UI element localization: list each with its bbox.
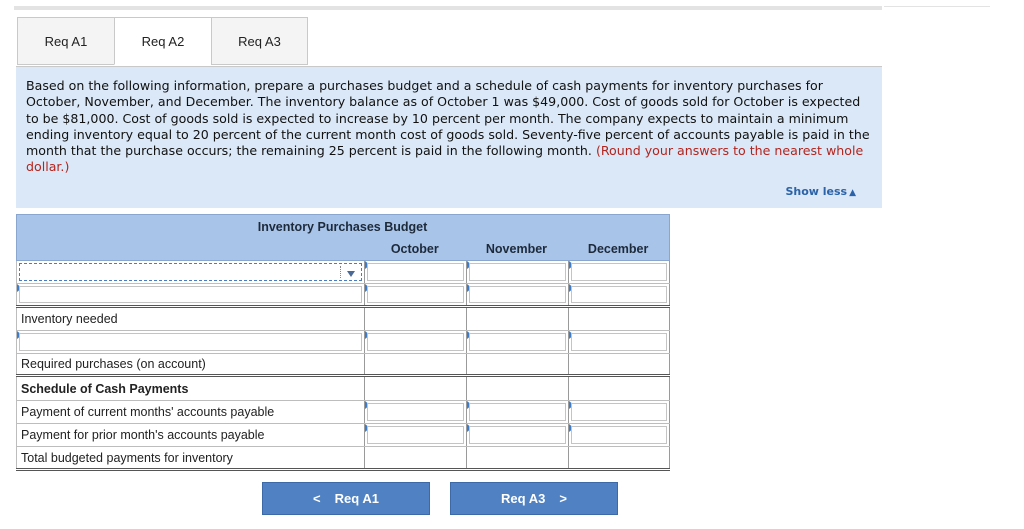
- value-dec-r9: [568, 447, 670, 467]
- row-label-prior-payments: Payment for prior month's accounts payable: [16, 424, 364, 446]
- label-dropdown[interactable]: [19, 263, 362, 281]
- input-oct-r7[interactable]: [364, 401, 466, 423]
- table-row: [16, 354, 670, 377]
- input-dec-r4[interactable]: [568, 331, 670, 353]
- row-label-schedule-heading: Schedule of Cash Payments: [16, 377, 364, 399]
- input-box[interactable]: [571, 286, 667, 302]
- instructions-body: Based on the following information, prepare a purchases budget and a schedule of cash payments for inventory purchases for October, November, and December. The inventory balance as of October 1 was $49,000. Cost of goods sold for October is expected to be $81,000. Cost of goods sold is expected to increase by 10 percent per month. The company expects to maintain a minimum ending inventory equal to 20 percent of the current month cost of goods sold. Seventy-five percent of accounts payable is paid in the month that the purchase occurs; the remaining 25 percent is paid in the following month.: [26, 78, 870, 159]
- input-dec-r8[interactable]: [568, 424, 670, 446]
- input-box[interactable]: [367, 286, 464, 302]
- input-box[interactable]: [367, 426, 464, 444]
- show-less-link[interactable]: [785, 185, 856, 198]
- input-nov-r1[interactable]: [466, 261, 568, 283]
- row-label-select[interactable]: [16, 261, 364, 283]
- top-divider-thin: [884, 6, 990, 7]
- instructions-panel: [16, 66, 882, 208]
- next-requirement-button[interactable]: [450, 482, 618, 515]
- prev-requirement-button[interactable]: [262, 482, 430, 515]
- input-nov-r7[interactable]: [466, 401, 568, 423]
- rounding-note: (Round your answers to the nearest whole dollar.): [26, 143, 864, 175]
- value-nov-r5: [466, 354, 568, 374]
- input-dec-r2[interactable]: [568, 284, 670, 304]
- dropdown-separator: [340, 266, 341, 278]
- row-label-input[interactable]: [16, 331, 364, 353]
- value-dec-r3: [568, 308, 670, 330]
- table-row: [16, 308, 670, 331]
- input-oct-r1[interactable]: [364, 261, 466, 283]
- table-row: [16, 377, 670, 400]
- input-box[interactable]: [571, 426, 667, 444]
- input-box[interactable]: [571, 263, 667, 281]
- table-row: [16, 284, 670, 307]
- input-oct-r4[interactable]: [364, 331, 466, 353]
- input-box[interactable]: [469, 286, 566, 302]
- value-oct-r9: [364, 447, 466, 467]
- value-oct-r3: [364, 308, 466, 330]
- table-title-text: Inventory Purchases Budget: [257, 219, 428, 234]
- input-box[interactable]: [367, 263, 464, 281]
- column-header-october: October: [390, 242, 439, 256]
- input-box[interactable]: [19, 333, 362, 351]
- table-title: [16, 214, 670, 238]
- row-label-total-payments: Total budgeted payments for inventory: [16, 447, 364, 467]
- row-label-current-payments: Payment of current months' accounts payable: [16, 401, 364, 423]
- value-oct-r5: [364, 354, 466, 374]
- show-less-label: Show less: [785, 185, 848, 198]
- input-box[interactable]: [469, 403, 566, 421]
- value-dec-r5: [568, 354, 670, 374]
- input-box[interactable]: [367, 333, 464, 351]
- next-button-label: Req A3: [501, 491, 546, 506]
- value-oct-r6: [364, 377, 466, 399]
- instructions-text: [26, 78, 872, 176]
- input-box[interactable]: [571, 403, 667, 421]
- tab-req-a3[interactable]: Req A3: [211, 17, 308, 65]
- row-label-required-purchases: Required purchases (on account): [16, 354, 364, 374]
- row-label-input[interactable]: [16, 284, 364, 304]
- input-box[interactable]: [469, 333, 566, 351]
- input-box[interactable]: [19, 286, 362, 302]
- input-nov-r2[interactable]: [466, 284, 568, 304]
- value-nov-r9: [466, 447, 568, 467]
- table-row: [16, 424, 670, 447]
- table-row: [16, 401, 670, 424]
- input-oct-r8[interactable]: [364, 424, 466, 446]
- table-row: [16, 261, 670, 284]
- top-divider: [14, 6, 882, 10]
- input-nov-r8[interactable]: [466, 424, 568, 446]
- value-dec-r6: [568, 377, 670, 399]
- tab-req-a2[interactable]: Req A2: [114, 17, 211, 65]
- chevron-right-icon: >: [559, 491, 567, 506]
- value-nov-r6: [466, 377, 568, 399]
- input-box[interactable]: [571, 333, 667, 351]
- chevron-down-icon: [347, 271, 355, 277]
- prev-button-label: Req A1: [334, 491, 379, 506]
- input-box[interactable]: [367, 403, 464, 421]
- column-header-december: December: [587, 242, 649, 256]
- input-box[interactable]: [469, 426, 566, 444]
- tab-req-a1[interactable]: Req A1: [17, 17, 114, 65]
- table-header-row: [16, 238, 670, 261]
- value-nov-r3: [466, 308, 568, 330]
- requirement-tabs: [17, 17, 308, 65]
- row-label-inventory-needed: Inventory needed: [16, 308, 364, 330]
- purchases-budget-table: [16, 214, 670, 471]
- input-dec-r1[interactable]: [568, 261, 670, 283]
- input-dec-r7[interactable]: [568, 401, 670, 423]
- triangle-up-icon: ▲: [849, 188, 856, 198]
- column-header-november: November: [485, 242, 548, 256]
- input-nov-r4[interactable]: [466, 331, 568, 353]
- input-oct-r2[interactable]: [364, 284, 466, 304]
- table-row: [16, 447, 670, 470]
- header-label-spacer: [17, 238, 364, 260]
- input-box[interactable]: [469, 263, 566, 281]
- chevron-left-icon: <: [313, 491, 321, 506]
- table-row: [16, 331, 670, 354]
